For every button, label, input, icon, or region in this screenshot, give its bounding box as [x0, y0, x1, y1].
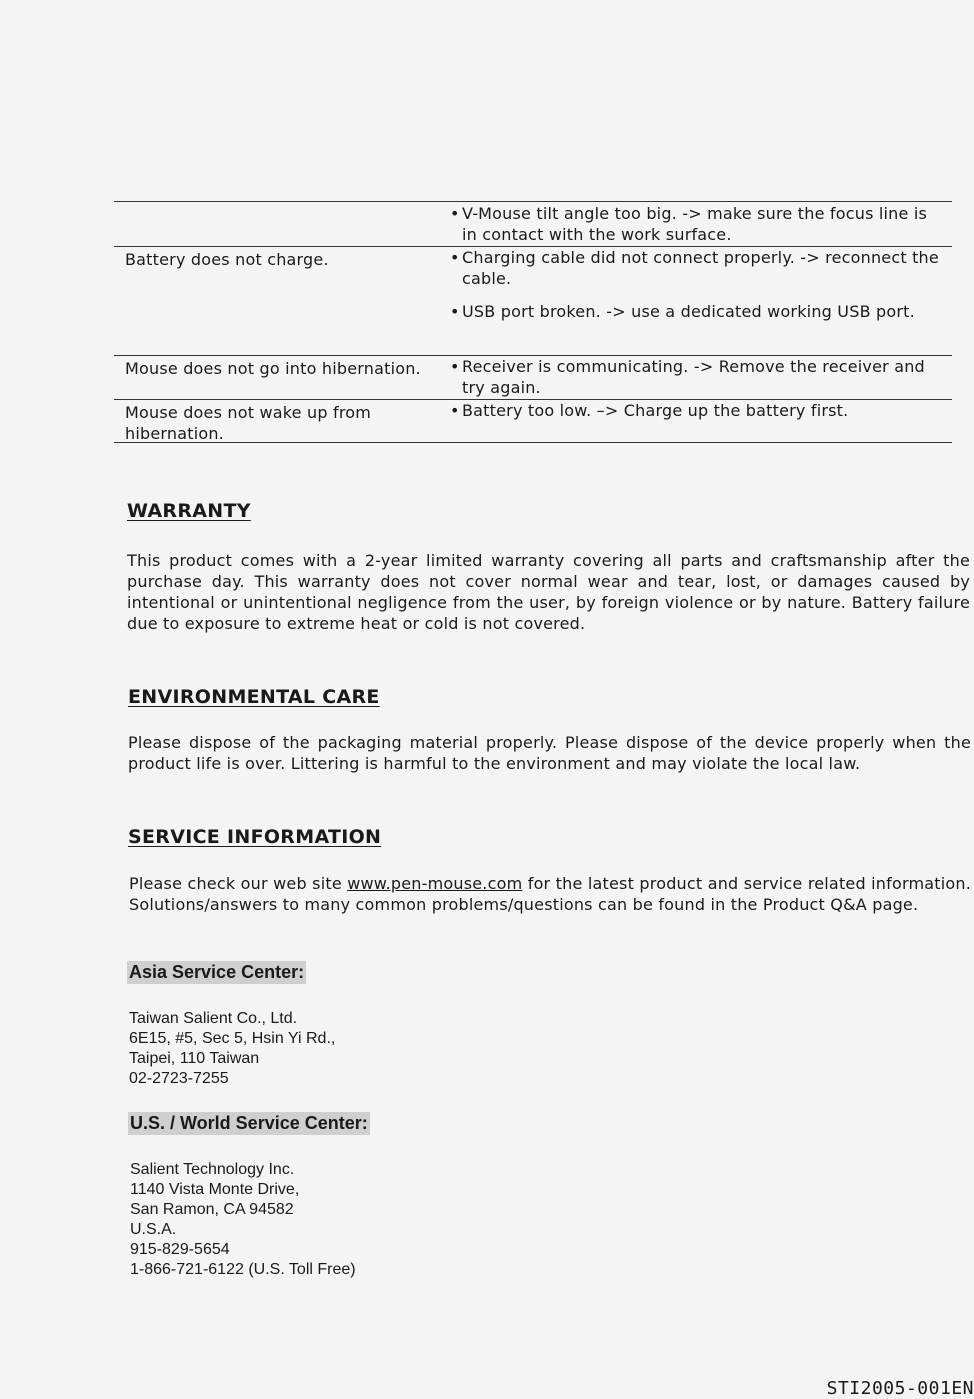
phone-line: 02-2723-7255 — [129, 1070, 229, 1087]
address-line: San Ramon, CA 94582 — [130, 1201, 294, 1218]
solution-item: • Charging cable did not connect properly. -> reconnect the cable. — [450, 248, 939, 288]
troubleshooting-table — [114, 201, 952, 443]
environmental-text: Please dispose of the packaging material properly. Please dispose of the device properly when the product life is over. Littering is harmful to the environment and may violate the local law. — [128, 733, 971, 773]
address-line: 6E15, #5, Sec 5, Hsin Yi Rd., — [129, 1030, 336, 1047]
solution-list — [438, 356, 952, 399]
solution-item: • Battery too low. –> Charge up the battery first. — [450, 401, 849, 420]
problem-cell — [114, 202, 438, 246]
world-center-address — [130, 1160, 356, 1280]
table-row — [114, 246, 952, 355]
asia-center-label: Asia Service Center: — [129, 962, 305, 982]
website-link[interactable]: www.pen-mouse.com — [347, 874, 523, 893]
address-line: 1140 Vista Monte Drive, — [130, 1181, 300, 1198]
problem-cell: Battery does not charge. — [125, 250, 329, 269]
problem-cell: Mouse does not go into hibernation. — [125, 359, 421, 378]
solution-item: • V-Mouse tilt angle too big. -> make sure the focus line is in contact with the work surface. — [450, 204, 928, 244]
bullet-icon: • — [450, 401, 460, 420]
bullet-icon: • — [450, 357, 460, 376]
problem-cell: Mouse does not wake up from hibernation. — [125, 403, 372, 443]
warranty-text: This product comes with a 2-year limited warranty covering all parts and craftsmanship after the purchase day. This warranty does not cover normal wear and tear, lost, or damages caused by intentional or unintentional negligence from the user, by foreign violence or by nature. Battery failure due to exposure to extreme heat or cold is not covered. — [127, 551, 970, 633]
solution-item: • USB port broken. -> use a dedicated working USB port. — [450, 302, 915, 321]
document-code: STI2005-001EN — [826, 1378, 974, 1399]
phone-line: 915-829-5654 — [130, 1241, 230, 1258]
solution-list — [438, 202, 952, 246]
service-heading: SERVICE INFORMATION — [128, 826, 382, 848]
table-row — [114, 399, 952, 443]
bullet-icon: • — [450, 302, 460, 321]
solution-list — [438, 247, 952, 355]
world-center-label: U.S. / World Service Center: — [130, 1113, 368, 1133]
service-text: Please check our web site www.pen-mouse.com for the latest product and service related information. Solutions/answers to many common problems/questions can be found in the Product Q&A page. — [129, 874, 971, 914]
address-line: Taiwan Salient Co., Ltd. — [129, 1010, 298, 1027]
bullet-icon: • — [450, 204, 460, 223]
address-line: U.S.A. — [130, 1221, 177, 1238]
solution-item: • Receiver is communicating. -> Remove the receiver and try again. — [450, 357, 925, 397]
table-row — [114, 201, 952, 246]
warranty-heading: WARRANTY — [127, 500, 251, 522]
solution-list — [438, 400, 952, 442]
asia-center-address — [129, 1009, 335, 1089]
table-row — [114, 355, 952, 399]
address-line: Taipei, 110 Taiwan — [129, 1050, 260, 1067]
phone-line: 1-866-721-6122 (U.S. Toll Free) — [130, 1261, 356, 1278]
environmental-heading: ENVIRONMENTAL CARE — [128, 686, 380, 708]
bullet-icon: • — [450, 248, 460, 267]
address-line: Salient Technology Inc. — [130, 1161, 295, 1178]
